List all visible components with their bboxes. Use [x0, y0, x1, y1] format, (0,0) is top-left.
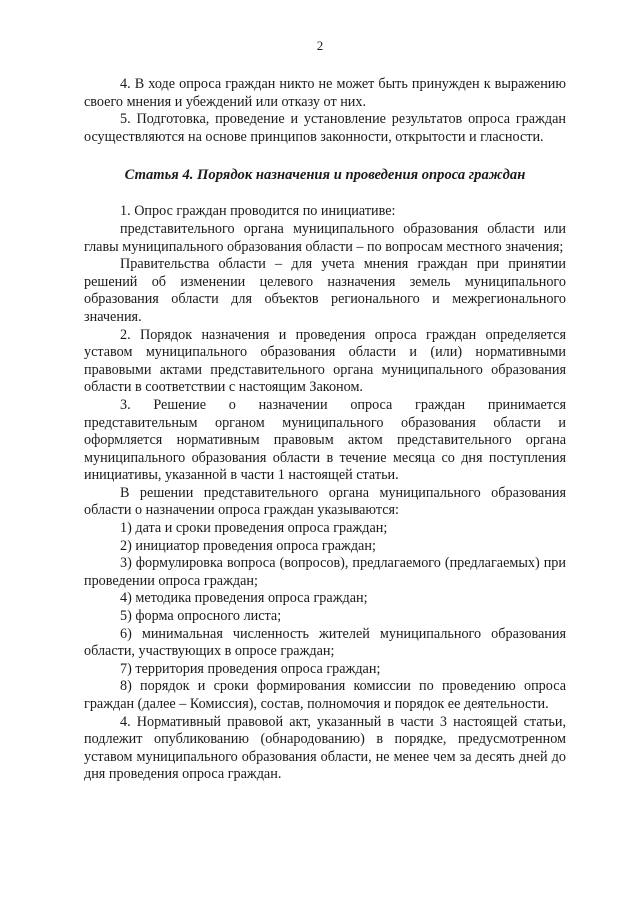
- document-body: [84, 76, 566, 784]
- paragraph: 4. В ходе опроса граждан никто не может быть принужден к выражению своего мнения и убеждений или отказу от них.: [84, 76, 566, 110]
- list-item: 5) форма опросного листа;: [120, 608, 282, 625]
- paragraph: Правительства области – для учета мнения граждан при принятии решений об изменении целевого назначения земель муниципального образования области для объектов регионального и межрегионального значения.: [84, 256, 566, 325]
- list-item: 4) методика проведения опроса граждан;: [120, 590, 368, 607]
- list-item: 8) порядок и сроки формирования комиссии по проведению опроса граждан (далее – Комиссия), состав, полномочия и порядок ее деятельности.: [84, 678, 566, 712]
- list-item: 2) инициатор проведения опроса граждан;: [120, 537, 376, 554]
- list-item: 7) территория проведения опроса граждан;: [120, 660, 381, 677]
- paragraph: 1. Опрос граждан проводится по инициативе:: [120, 203, 396, 220]
- article-title: Статья 4. Порядок назначения и проведения опроса граждан: [124, 167, 526, 184]
- paragraph: представительного органа муниципального образования области или главы муниципального образования области – по вопросам местного значения;: [84, 220, 566, 255]
- paragraph: 4. Нормативный правовой акт, указанный в части 3 настоящей статьи, подлежит опубликованию (обнародованию) в порядке, предусмотренном уставом муниципального образования области, не менее чем за десять дней до дня проведения опроса граждан.: [84, 713, 566, 783]
- page-number: 2: [316, 38, 324, 53]
- paragraph: 5. Подготовка, проведение и установление результатов опроса граждан осуществляются на основе принципов законности, открытости и гласности.: [84, 111, 566, 145]
- list-item: 6) минимальная численность жителей муниципального образования области, участвующих в опросе граждан;: [84, 625, 566, 660]
- paragraph: 2. Порядок назначения и проведения опроса граждан определяется уставом муниципального образования области и (или) нормативными правовыми актами представительного органа муниципального образования области в соответствии с настоящим Законом.: [84, 326, 566, 396]
- list-item: 3) формулировка вопроса (вопросов), предлагаемого (предлагаемых) при проведении опроса граждан;: [84, 555, 566, 589]
- list-item: 1) дата и сроки проведения опроса граждан;: [120, 520, 388, 537]
- paragraph: В решении представительного органа муниципального образования области о назначении опроса граждан указываются:: [84, 484, 566, 519]
- paragraph: 3. Решение о назначении опроса граждан принимается представительным органом муниципального образования области и оформляется нормативным правовым актом представительного органа муниципального образования области в течение месяца со дня поступления инициативы, указанной в части 1 настоящей статьи.: [84, 396, 566, 484]
